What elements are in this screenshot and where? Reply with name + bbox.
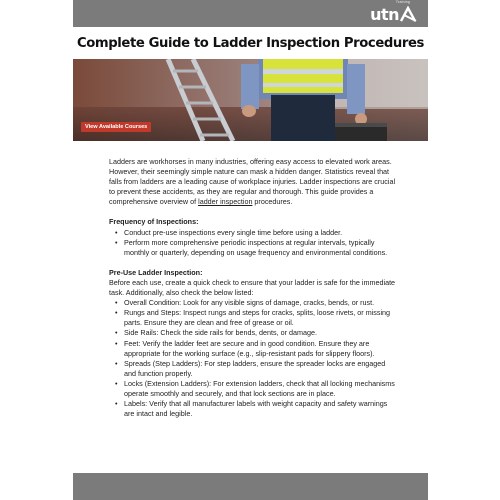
intro-paragraph: Ladders are workhorses in many industries, offering easy access to elevated work areas. However, their seemingly simple nature can mask a hidden danger. Statistics reveal that falls from ladders are a leading cause of workplace injuries. Ladder inspections are crucial to prevent these accidents, as they are regular and thorough. This guide provides a comprehensive overview of ladder inspection procedures. bbox=[109, 157, 396, 207]
list-item: • Rungs and Steps: Inspect rungs and steps for cracks, splits, loose rivets, or missing parts. Ensure they are clean and free of grease or oil. bbox=[118, 308, 396, 328]
frequency-section bbox=[109, 217, 396, 257]
list-item: • Conduct pre-use inspections every single time before using a ladder. bbox=[118, 228, 396, 238]
list-item: • Labels: Verify that all manufacturer labels with weight capacity and safety warnings are intact and legible. bbox=[118, 399, 396, 419]
list-item: • Side Rails: Check the side rails for bends, dents, or damage. bbox=[118, 328, 396, 338]
preuse-heading: Pre-Use Ladder Inspection: bbox=[109, 267, 203, 277]
document-page bbox=[73, 0, 428, 500]
list-item: • Spreads (Step Ladders): For step ladders, ensure the spreader locks are engaged and function properly. bbox=[118, 359, 396, 379]
preuse-intro: Before each use, create a quick check to ensure that your ladder is safe for the immediate task. Additionally, also check the below listed: bbox=[109, 277, 396, 298]
list-item: • Overall Condition: Look for any visible signs of damage, cracks, bends, or rust. bbox=[118, 298, 396, 308]
brand-tagline: Training bbox=[395, 0, 410, 4]
logo-mark-icon bbox=[400, 6, 418, 22]
list-item: • Feet: Verify the ladder feet are secure and in good condition. Ensure they are appropriate for the working surface (e.g., slip-resistant pads for slippery floors). bbox=[118, 339, 396, 359]
ladder-inspection-link[interactable]: ladder inspection bbox=[198, 197, 253, 207]
list-item: • Locks (Extension Ladders): For extension ladders, check that all locking mechanisms operate smoothly and securely, and that lock sections are in place. bbox=[118, 379, 396, 399]
page-title: Complete Guide to Ladder Inspection Procedures bbox=[76, 36, 425, 51]
preuse-list bbox=[109, 298, 396, 419]
brand-name: utn bbox=[370, 4, 399, 24]
article-body bbox=[109, 157, 396, 429]
preuse-section bbox=[109, 268, 396, 419]
frequency-list bbox=[109, 228, 396, 258]
header-bar bbox=[73, 0, 428, 27]
list-item: • Perform more comprehensive periodic inspections at regular intervals, typically monthly or quarterly, depending on usage frequency and environmental conditions. bbox=[118, 238, 396, 258]
view-courses-button[interactable]: View Available Courses bbox=[81, 122, 151, 132]
footer-bar bbox=[73, 473, 428, 500]
brand-logo[interactable] bbox=[370, 3, 418, 25]
frequency-heading: Frequency of Inspections: bbox=[109, 217, 199, 227]
